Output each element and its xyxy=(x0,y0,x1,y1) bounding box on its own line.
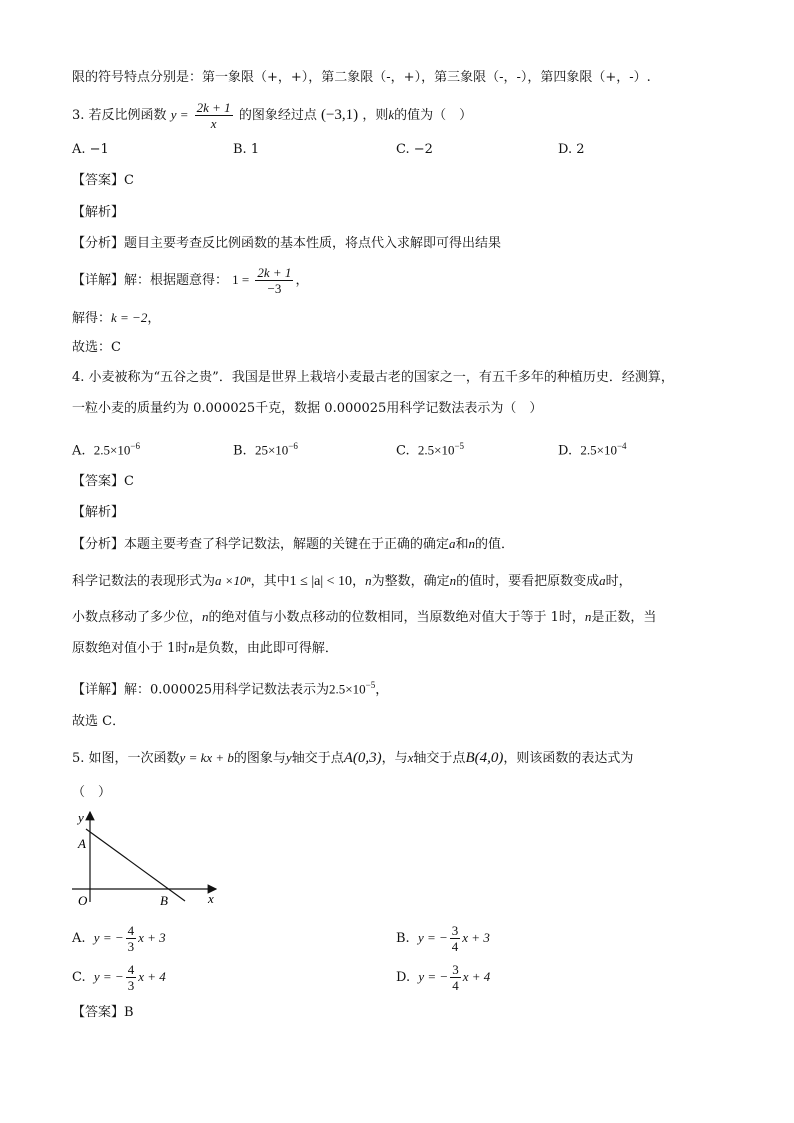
q5-graph xyxy=(70,808,230,908)
q5-option-b xyxy=(396,923,490,954)
q5-option-c-frac xyxy=(126,962,137,993)
q4-detail xyxy=(72,676,388,699)
q3-option-d: D. 2 xyxy=(558,142,585,157)
q5-point-a: A(0,3) xyxy=(343,750,382,766)
q3-stem xyxy=(72,98,472,133)
q5-answer: 【答案】B xyxy=(72,1005,134,1020)
q4-l1-b: ，其中 xyxy=(250,574,290,589)
q5-option-c-label: C. xyxy=(72,970,86,985)
q4-option-a-exp: −6 xyxy=(130,441,140,451)
graph-x-label: x xyxy=(208,891,214,906)
q4-l3-a: 原数绝对值小于 1时 xyxy=(72,641,189,656)
q3-tail2: 的值为（ ） xyxy=(394,108,473,123)
q3-point: (−3,1) xyxy=(320,107,359,123)
q4-option-d-base: 2.5×10 xyxy=(580,442,617,458)
q5-option-d-pre: y = − xyxy=(418,969,449,984)
q3-k: k xyxy=(388,107,395,122)
graph-y-label: y xyxy=(78,810,84,825)
q4-detail-tail: ， xyxy=(375,682,389,698)
q5-func: y = kx + b xyxy=(179,750,234,765)
q4-option-a-base: 2.5×10 xyxy=(93,442,131,458)
q4-l2-n: n xyxy=(202,609,209,624)
q3-solve-lead: 解得： xyxy=(72,311,112,326)
q4-fenxi xyxy=(72,535,514,554)
q3-solve-value: k = −2 xyxy=(111,310,148,325)
q5-option-b-num: 3 xyxy=(451,923,459,938)
q4-fenxi-n: n xyxy=(468,536,476,551)
q3-detail xyxy=(72,262,308,299)
q4-detail-base: 2.5×10 xyxy=(329,681,366,697)
q5-option-a-frac xyxy=(126,923,137,954)
q4-option-a xyxy=(72,437,140,460)
q5-option-b-frac xyxy=(450,923,461,954)
q5-m2: 轴交于点 xyxy=(291,751,344,766)
q4-fenxi-tail: 的值． xyxy=(475,537,515,552)
q5-option-d-label: D. xyxy=(396,970,411,985)
q3-option-c: C. −2 xyxy=(396,142,433,157)
q5-lead: 5. 如图，一次函数 xyxy=(72,751,180,766)
q3-answer: 【答案】C xyxy=(72,173,134,188)
q4-answer: 【答案】C xyxy=(72,474,134,489)
q4-option-c-label: C. xyxy=(396,443,410,459)
q4-option-d-exp: −4 xyxy=(616,441,627,451)
q4-explain-line1 xyxy=(72,572,632,591)
q4-l1-ineq: 1 ≤ |a| < 10 xyxy=(289,574,353,589)
q4-l2-a: 小数点移动了多少位， xyxy=(72,610,203,625)
q5-option-d-frac xyxy=(450,962,461,993)
q3-frac-num: 2k + 1 xyxy=(196,100,231,115)
q5-point-b: B(4,0) xyxy=(465,750,504,766)
q5-option-d xyxy=(396,962,490,993)
q5-option-a-pre: y = − xyxy=(93,930,124,945)
q4-line1: 4. 小麦被称为“五谷之贵”．我国是世界上栽培小麦最古老的国家之一，有五千多年的种植历史．经测算， xyxy=(72,370,674,385)
q4-fenxi-text: 【分析】本题主要考查了科学记数法，解题的关键在于正确的确定 xyxy=(72,537,450,552)
q5-option-c xyxy=(72,962,166,993)
q4-option-b-base: 25×10 xyxy=(254,442,289,458)
q3-lead: 3. 若反比例函数 xyxy=(72,108,167,123)
q3-detail-num: 2k + 1 xyxy=(257,265,292,280)
q5-option-d-post: x + 4 xyxy=(462,969,491,984)
q4-l3-n: n xyxy=(188,640,195,655)
function-line xyxy=(86,829,185,901)
q4-choice: 故选 C． xyxy=(72,714,126,729)
q3-solve-tail: ， xyxy=(147,311,161,326)
q5-stem xyxy=(72,749,633,768)
q4-option-c-base: 2.5×10 xyxy=(417,442,455,458)
graph-point-b-label: B xyxy=(160,893,168,908)
q5-option-a-num: 4 xyxy=(127,923,135,938)
q4-detail-lead: 【详解】解：0.000025用科学记数法表示为 xyxy=(72,682,330,698)
q5-option-c-den: 3 xyxy=(127,978,135,993)
q5-option-a-post: x + 3 xyxy=(138,930,166,945)
graph-point-a-label: A xyxy=(78,836,86,851)
q4-option-c-exp: −5 xyxy=(454,441,465,451)
q5-m1: 的图象与 xyxy=(233,751,286,766)
q3-fraction xyxy=(195,100,233,131)
q4-l2-c: 是正数，当 xyxy=(591,610,657,625)
q4-analysis-title: 【解析】 xyxy=(72,505,125,520)
q4-option-b-label: B. xyxy=(233,443,247,459)
q4-l1-a: 科学记数法的表现形式为 xyxy=(72,574,216,589)
q3-detail-eq: 1 = xyxy=(232,272,250,287)
q5-option-d-num: 3 xyxy=(452,962,459,977)
q4-explain-line2 xyxy=(72,608,656,627)
q5-option-a-den: 3 xyxy=(127,939,135,954)
q4-explain-line3 xyxy=(72,639,338,658)
q3-detail-lead: 【详解】解：根据题意得： xyxy=(72,273,229,288)
q4-l1-form: a ×10ⁿ xyxy=(215,573,251,588)
graph-origin-label: O xyxy=(78,893,88,908)
q4-fenxi-a: a xyxy=(449,536,456,551)
q3-choice: 故选：C xyxy=(72,340,121,355)
q5-option-c-pre: y = − xyxy=(93,969,124,984)
q3-detail-tail: ， xyxy=(295,273,309,288)
q5-option-c-num: 4 xyxy=(127,962,135,977)
q3-mid: 的图象经过点 xyxy=(238,108,317,123)
intro-text: 限的符号特点分别是：第一象限（+，+），第二象限（-，+），第三象限（-，-），第四象限（+，-）. xyxy=(72,70,651,85)
q3-detail-den: −3 xyxy=(267,281,282,296)
q5-option-b-label: B. xyxy=(396,931,410,946)
q4-fenxi-and: 和 xyxy=(455,537,469,552)
q5-option-d-den: 4 xyxy=(452,978,459,993)
q3-option-b: B. 1 xyxy=(233,142,260,157)
q3-solve xyxy=(72,309,160,328)
q4-l1-n2: n xyxy=(449,573,457,588)
q5-option-b-post: x + 3 xyxy=(462,930,490,945)
q3-detail-fraction xyxy=(255,265,293,296)
q4-detail-exp: −5 xyxy=(365,680,376,690)
q4-l3-b: 是负数，由此即可得解． xyxy=(194,641,338,656)
q5-m3: ，与 xyxy=(381,751,408,766)
q4-l2-b: 的绝对值与小数点移动的位数相同，当原数绝对值大于等于 1时， xyxy=(208,610,585,625)
q3-frac-den: x xyxy=(210,116,217,131)
q4-option-d xyxy=(558,437,627,460)
q4-option-a-label: A. xyxy=(72,443,86,459)
q5-m4: 轴交于点 xyxy=(413,751,466,766)
q4-option-d-label: D. xyxy=(558,443,573,459)
q4-line2: 一粒小麦的质量约为 0.000025千克，数据 0.000025用科学记数法表示为（ ） xyxy=(72,401,543,416)
q5-option-c-post: x + 4 xyxy=(138,969,166,984)
q3-analysis-title: 【解析】 xyxy=(72,205,125,220)
q4-option-c xyxy=(396,437,464,460)
q3-tail1: ，则 xyxy=(362,108,389,123)
q4-l1-d: 为整数，确定 xyxy=(371,574,450,589)
q3-fenxi: 【分析】题目主要考查反比例函数的基本性质，将点代入求解即可得出结果 xyxy=(72,236,502,251)
q4-l1-avar: a xyxy=(599,573,606,588)
q5-m5: ，则该函数的表达式为 xyxy=(503,751,634,766)
q5-xvar: x xyxy=(407,750,414,765)
q4-l1-c: ， xyxy=(352,574,366,589)
q4-l1-n: n xyxy=(365,573,372,588)
q4-option-b-exp: −6 xyxy=(288,441,298,451)
q5-option-a-label: A. xyxy=(72,931,86,946)
q5-option-b-den: 4 xyxy=(451,939,459,954)
q3-y-eq: y = xyxy=(170,107,189,122)
q5-option-a xyxy=(72,923,166,954)
q4-l2-n2: n xyxy=(584,609,592,624)
q4-l1-e: 的值时，要看把原数变成 xyxy=(456,574,600,589)
q5-yvar: y xyxy=(285,750,292,765)
q5-option-b-pre: y = − xyxy=(417,930,448,945)
q5-paren: （ ） xyxy=(72,785,112,800)
q3-option-a: A. −1 xyxy=(72,142,109,157)
q4-option-b xyxy=(233,437,298,460)
q4-l1-f: 时， xyxy=(605,574,632,589)
